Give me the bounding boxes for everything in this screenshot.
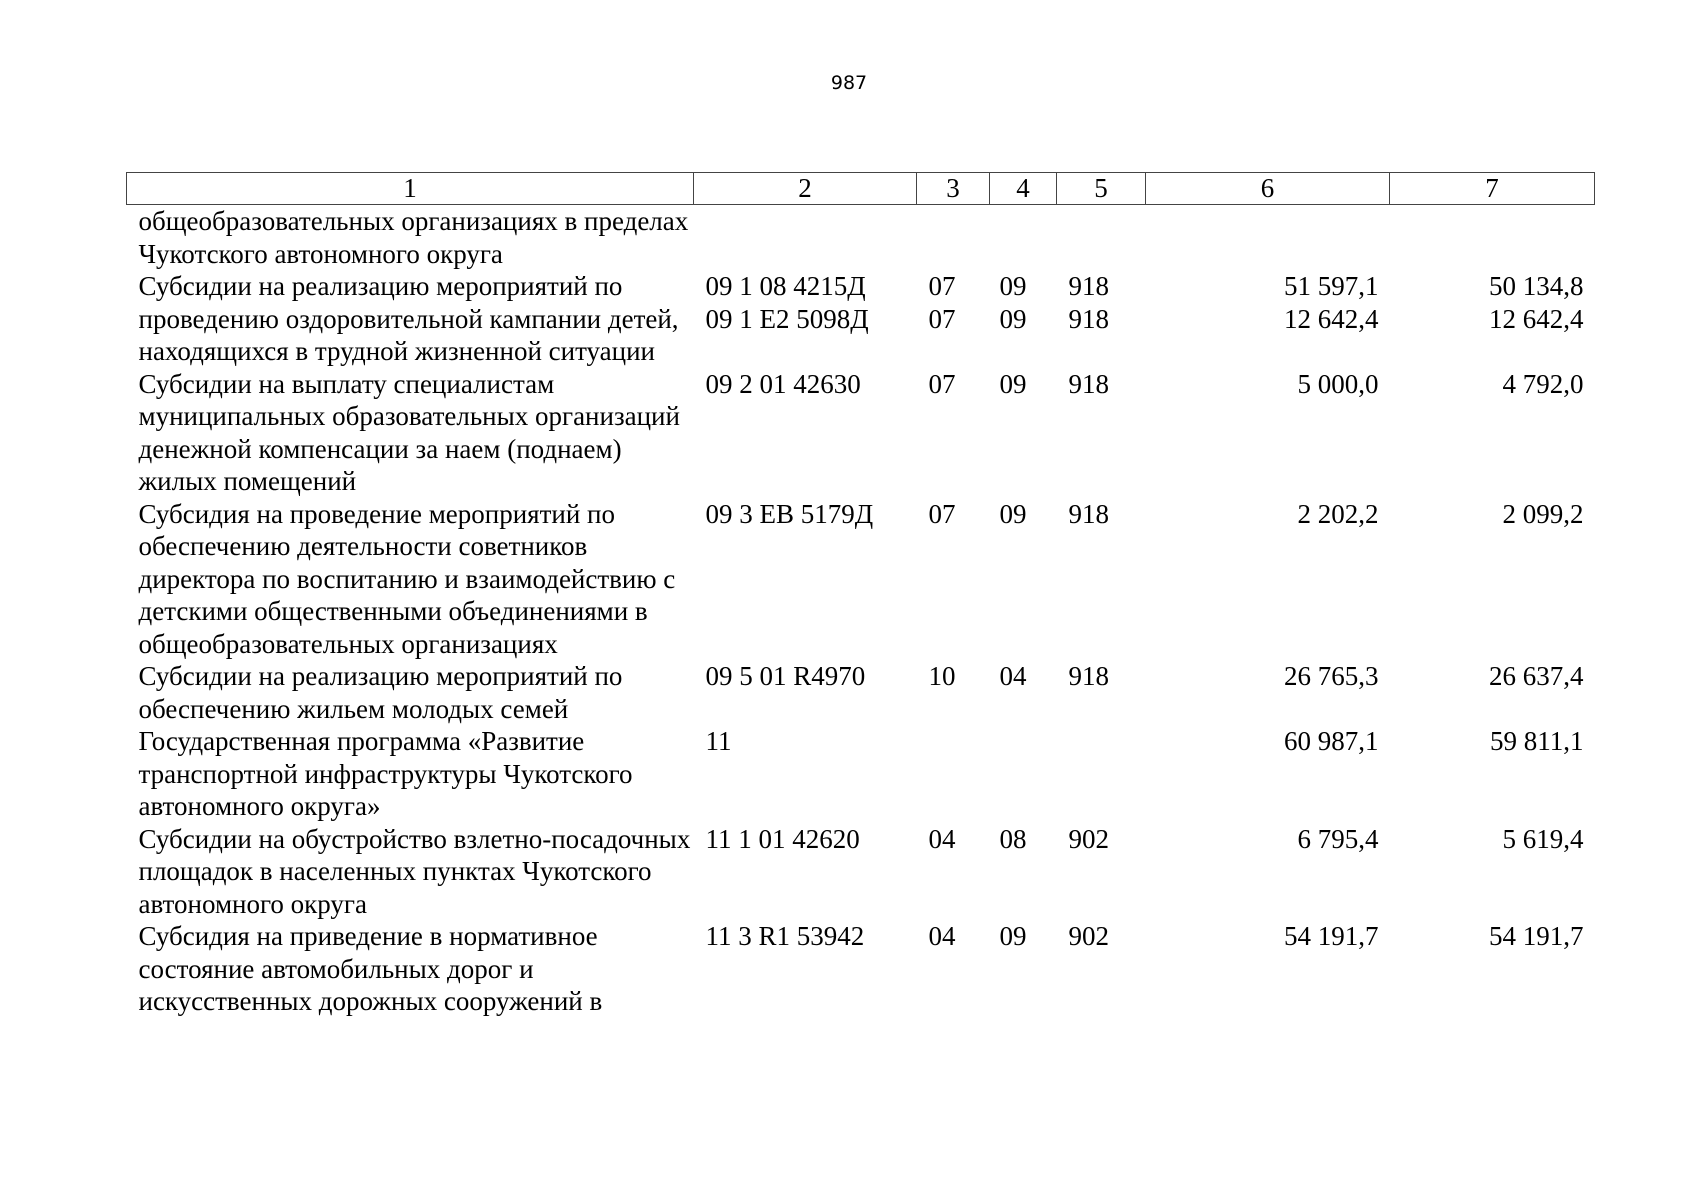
table-row [127,205,1595,271]
row-name: Субсидии на реализацию мероприятий по обеспечению жильем молодых семей [138,661,623,724]
row-grbs: 918 [1068,498,1109,529]
row-value-7: 26 637,4 [1489,661,1584,691]
row-subsection: 09 [999,368,1027,399]
row-grbs [1057,205,1146,271]
row-value-7: 59 811,1 [1490,726,1584,756]
row-value-7: 4 792,0 [1502,368,1584,399]
col-header-4: 4 [990,173,1057,205]
row-code: 09 2 01 42630 [705,368,861,399]
row-code: 09 3 EB 5179Д [705,498,874,529]
col-header-2: 2 [694,173,917,205]
row-value-6: 51 597,1 12 642,4 [1284,271,1379,334]
row-subsection [990,205,1057,271]
row-value-6: 60 987,1 [1284,726,1379,756]
table-row [127,368,1595,498]
table-row [127,725,1595,823]
page-number: 987 [830,72,868,94]
col-header-5: 5 [1057,173,1146,205]
row-value-7: 5 619,4 [1502,823,1584,854]
table-row [127,823,1595,921]
row-value-6 [1146,205,1390,271]
row-code: 09 1 08 4215Д 09 1 E2 5098Д [705,271,869,334]
row-name: Субсидии на обустройство взлетно-посадочных площадок в населенных пунктах Чукотского автономного округа [138,823,691,919]
col-header-6: 6 [1146,173,1390,205]
table-row [127,660,1595,725]
row-name: Субсидия на проведение мероприятий по обеспечению деятельности советников директора по воспитанию и взаимодействию с детскими общественными объединениями в общеобразовательных организациях [138,498,676,659]
row-value-6: 54 191,7 [1284,921,1379,951]
table-row [127,270,1595,368]
row-code: 09 5 01 R4970 [705,661,866,691]
row-grbs: 918 [1068,368,1109,399]
row-value-6: 26 765,3 [1284,661,1379,691]
row-section: 04 [928,823,956,854]
row-code: 11 1 01 42620 [705,823,860,854]
row-code [694,205,917,271]
row-code: 11 3 R1 53942 [705,921,865,951]
row-section: 07 [928,368,956,399]
row-value-6: 5 000,0 [1297,368,1379,399]
row-value-7: 54 191,7 [1489,921,1584,951]
table-row [127,498,1595,661]
row-subsection: 09 [999,921,1027,951]
header-row [127,173,1595,205]
row-name: Государственная программа «Развитие транспортной инфраструктуры Чукотского автономного округа» [138,726,633,821]
row-grbs [1057,725,1146,823]
table-row [127,920,1595,1018]
row-subsection [990,725,1057,823]
col-header-1: 1 [127,173,694,205]
row-section: 07 07 [928,271,956,334]
row-name: общеобразовательных организациях в пределах Чукотского автономного округа [138,206,689,269]
budget-table [126,172,1595,1018]
row-subsection: 09 09 [999,271,1027,334]
row-value-7: 2 099,2 [1502,498,1584,529]
row-value-7 [1390,205,1595,271]
row-value-6: 2 202,2 [1297,498,1379,529]
col-header-3: 3 [917,173,990,205]
row-grbs: 918 [1068,661,1109,691]
row-name: Субсидии на выплату специалистам муниципальных образовательных организаций денежной компенсации за наем (поднаем) жилых помещений [138,368,680,496]
row-subsection: 04 [999,661,1027,691]
col-header-7: 7 [1390,173,1595,205]
row-section: 07 [928,498,956,529]
row-section [917,205,990,271]
row-grbs: 902 [1068,823,1109,854]
row-section: 10 [928,661,956,691]
row-subsection: 09 [999,498,1027,529]
row-code: 11 [705,726,732,756]
row-grbs: 902 [1068,921,1109,951]
row-grbs: 918 918 [1068,271,1109,334]
row-name: Субсидии на реализацию мероприятий по проведению оздоровительной кампании детей, находящихся в трудной жизненной ситуации [138,271,679,366]
row-section: 04 [928,921,956,951]
row-value-6: 6 795,4 [1297,823,1379,854]
row-value-7: 50 134,8 12 642,4 [1489,271,1584,334]
row-name: Субсидия на приведение в нормативное состояние автомобильных дорог и искусственных дорожных сооружений в [138,921,603,1016]
row-section [917,725,990,823]
row-subsection: 08 [999,823,1027,854]
